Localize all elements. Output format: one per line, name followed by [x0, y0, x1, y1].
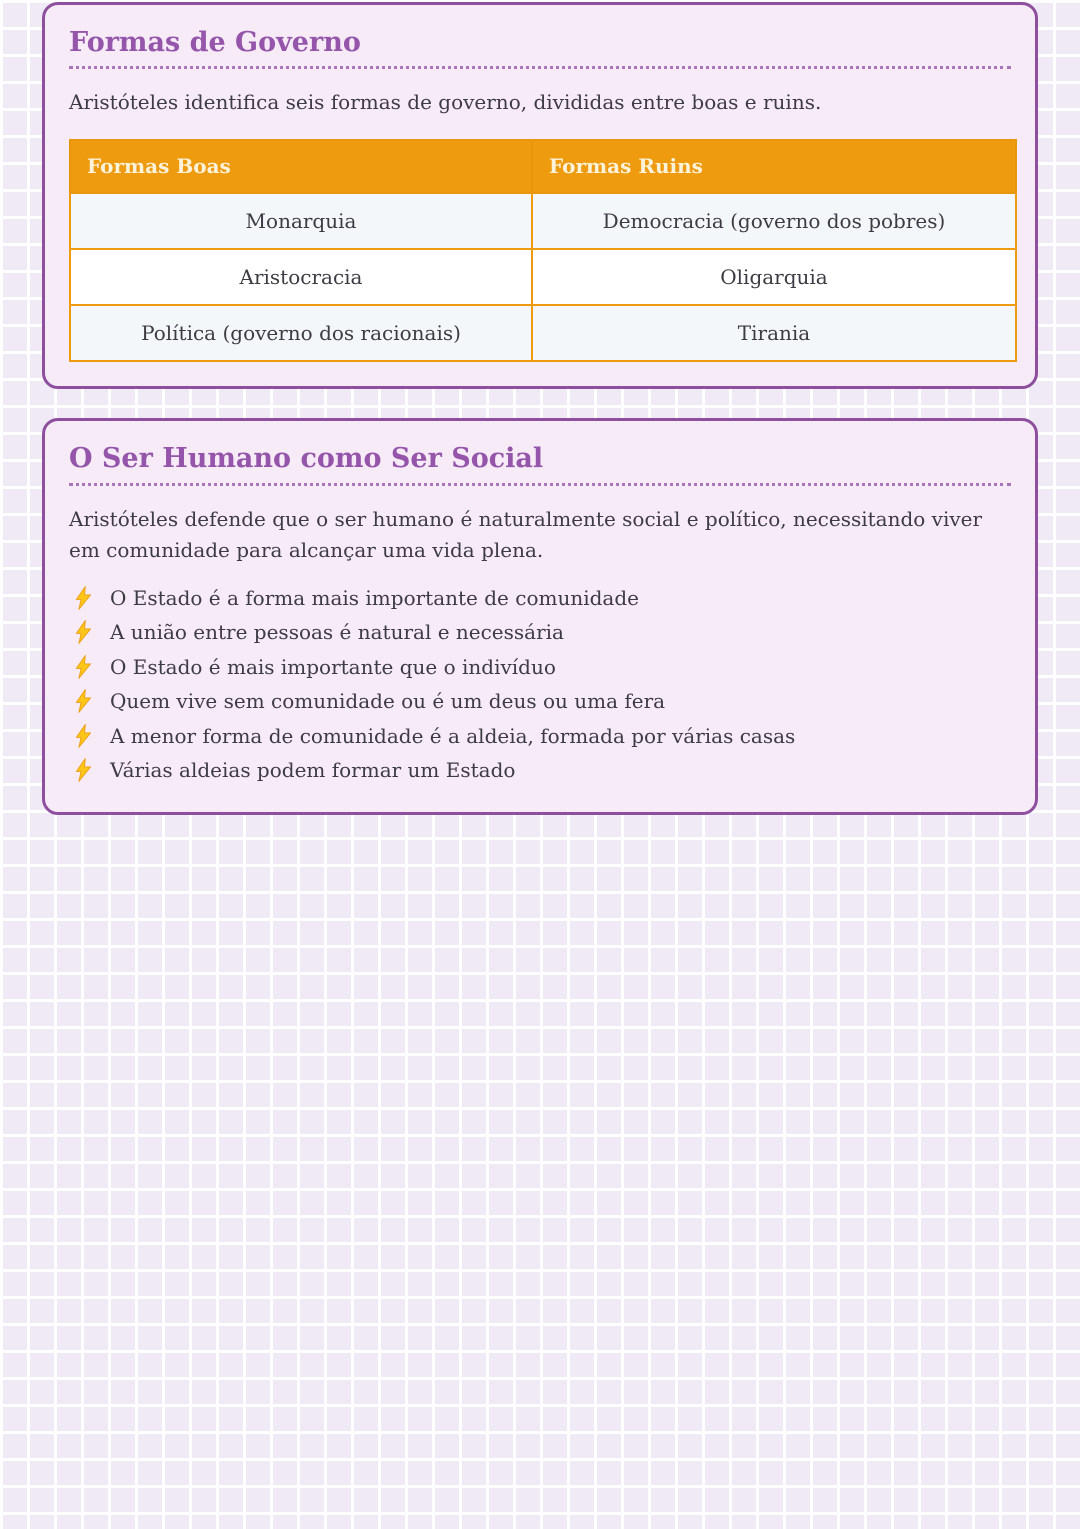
lightning-bolt-icon: [74, 758, 93, 782]
bullet-list: [69, 581, 1011, 788]
list-item-text: O Estado é a forma mais importante de comunidade: [110, 585, 639, 610]
list-item-text: Várias aldeias podem formar um Estado: [110, 758, 516, 783]
list-item: [74, 719, 1011, 754]
table-cell: Democracia (governo dos pobres): [532, 193, 1016, 249]
card-intro-text: Aristóteles defende que o ser humano é naturalmente social e político, necessitando viver em comunidade para alcançar uma vida plena.: [69, 506, 983, 562]
card-formas-de-governo: [42, 2, 1038, 389]
lightning-bolt-icon: [74, 689, 93, 713]
list-item-text: O Estado é mais importante que o indivíduo: [110, 654, 556, 679]
list-item: [74, 684, 1011, 719]
table-header-row: [70, 140, 1016, 193]
list-item: [74, 753, 1011, 788]
table-cell: Oligarquia: [532, 249, 1016, 305]
table-row: [70, 193, 1016, 249]
notes-page: [0, 2, 1080, 815]
table-cell: Tirania: [532, 305, 1016, 361]
card-intro-text: Aristóteles identifica seis formas de governo, divididas entre boas e ruins.: [69, 90, 822, 115]
table-cell: Monarquia: [70, 193, 532, 249]
list-item-text: A união entre pessoas é natural e necessária: [110, 620, 564, 645]
dotted-divider: [69, 483, 1011, 486]
table-header-formas-ruins: Formas Ruins: [532, 140, 1016, 193]
table-row: [70, 305, 1016, 361]
lightning-bolt-icon: [74, 620, 93, 644]
dotted-divider: [69, 66, 1011, 69]
table-header-formas-boas: Formas Boas: [70, 140, 532, 193]
list-item-text: A menor forma de comunidade é a aldeia, formada por várias casas: [110, 723, 796, 748]
table-cell: Política (governo dos racionais): [70, 305, 532, 361]
list-item: [74, 615, 1011, 650]
lightning-bolt-icon: [74, 724, 93, 748]
lightning-bolt-icon: [74, 586, 93, 610]
list-item: [74, 650, 1011, 685]
government-forms-table: [69, 139, 1017, 362]
list-item: [74, 581, 1011, 616]
table-cell: Aristocracia: [70, 249, 532, 305]
card-title-ser-humano-social: O Ser Humano como Ser Social: [69, 443, 544, 475]
card-ser-humano-social: [42, 418, 1038, 814]
lightning-bolt-icon: [74, 655, 93, 679]
card-title-formas-de-governo: Formas de Governo: [69, 27, 361, 58]
table-row: [70, 249, 1016, 305]
list-item-text: Quem vive sem comunidade ou é um deus ou uma fera: [110, 689, 666, 714]
